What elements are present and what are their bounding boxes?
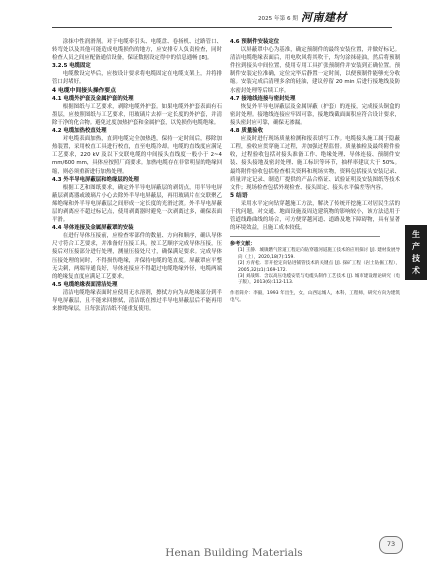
section-heading: 3.2.5 电缆固定 [52, 63, 91, 70]
section-heading: 4.5 电缆绝缘表面清洁处理 [52, 281, 118, 288]
references-heading: 参考文献： [230, 241, 256, 248]
footer-journal-name: Henan Building Materials [165, 547, 303, 559]
reference-item: [2] 方青松．非开挖定向钻进铺管技术的关键点 [J]. 探矿工程（岩土钻掘工程），2005,32(z1):169-172. [238, 261, 400, 273]
section-heading: 4.3 外半导电屏蔽层和绝缘层的处理 [52, 176, 139, 183]
right-column [230, 38, 400, 304]
reference-item: [1] 王静．城镇燃气管道工程定向钻穿越河道施工技术的应用探讨 [J]. 建材发展导向（上），2020,18(7):159. [238, 248, 400, 260]
section-side-tab [405, 225, 427, 280]
chapter-heading: 5 结语 [230, 192, 248, 199]
paragraph: 应及时进行现场质量检测和报表填写工作。电缆接头施工属于隐蔽工程，验收应贯穿施工过程，并加强过程监督。质量抽检及最终附件验收，过程验收包括对接头准备工作、绝缘处理、导体连接、预制件安装、接头接地及密封处理、施工标识等环节，抽样率建议大于 50%。最终附件验收包括检查相关资料和现场实物，资料包括接头安装记录、质量评定记录、制造厂提供的产品合格证、试验证明及安装图纸等技术文件；现场检查包括外观检查、接头固定、接头水平偏差等内容。 [230, 136, 400, 191]
references-divider [230, 236, 380, 237]
section-heading: 4.7 接地线连接与密封处理 [230, 95, 296, 102]
paragraph: 在进行导体压接前，应检查零部件的数量、方向和顺序，确认导体尺寸符合工艺要求，并准备好压接工具。按工艺顺序完成导体压接，压接后对压接部分进行处理，测量压接处尺寸，确保满足要求。完成导体压接处理的同时，不得损伤绝缘，并保持电缆的笔直度。屏蔽罩应平整无尖刺，两端导通良好，导体连接应不得超过电缆绝缘外径，电缆两端的绝缘复直度应满足工艺要求。 [52, 233, 222, 280]
journal-title: 河南建材 [301, 11, 347, 24]
side-label-char: 生 [412, 230, 420, 239]
chapter-heading: 4 电缆中间接头操作要点 [52, 87, 117, 94]
section-heading: 4.4 导体连接及金属屏蔽罩的安装 [52, 225, 134, 232]
paragraph: 对电缆表面加热，直到电缆完全加热透，保持一定时间后，移除加热装置，采用校直工具进行校直，直至电缆冷却。电缆的直线度应满足工艺要求，220 kV 及以下交联电缆的中间接头直线度一般小于 2~4 mm/600 mm，具体应按照厂商要求。加热电缆存在非常明显的绝缘回缩，则必须重新进行加热处理。 [52, 136, 222, 175]
paragraph: 涂抹中性润滑剂。对于电缆牵引头、电缆盘、卷扬机、过路管口、转弯处以及其他可能造成电缆损伤的地方，应安排专人负责检查，同时检查人员之间应配备通信设备，保证数据设定得中的信息通畅 [8]。 [52, 39, 222, 62]
section-heading: 4.8 质量验收 [230, 128, 263, 135]
header-rule [52, 27, 392, 28]
paragraph: 以屏蔽罩中心为基准，确定预制件的最终安装位置，并做好标记。清洁电缆绝缘表面后，用电吹风将其吹干，均匀涂抹硅油，然后将预制件拉到接头中间位置，使用专用工具扩张预制件并安装到正确位置。预制件安装定位准确，定位完毕后静置一定时间，以便预制件能够充分收缩。安装完成后清理多余的硅油，建议停留 20 min 后进行接地线及防水密封处理等后续工序。 [230, 47, 400, 94]
left-column [52, 38, 222, 313]
paragraph: 采用水平定向钻穿越施工方法，解决了传统开挖施工对居民生活的干扰问题，对交通、地面设施及周边建筑物的影响较小，该方法适用于管道线路曲线的场合，可方便穿越河道、道路及地下障碍物，具有显著的环境效益，且施工成本较低。 [230, 200, 400, 232]
side-label-char: 技 [412, 254, 420, 263]
side-label-char: 术 [412, 266, 420, 275]
paragraph: 恢复外半导电屏蔽层及金属屏蔽（护套）的连接，完成接头铜盒的密封处理。接地线连接应牢固可靠，接地线截面面积应符合设计要求，接头密封应可靠，确保无渗漏。 [230, 103, 400, 126]
author-bio: 作者简介：李毅，1993 年出生，女，山西运城人，本科，工程师，研究方向为建筑电气。 [230, 290, 400, 303]
section-side-label [405, 229, 427, 277]
reference-item: [3] 刘战辉．含以高压电缆安装与电缆头制作工艺技术 [J]. 城市建设理论研究（电子版），2013(6):112-113. [238, 273, 400, 286]
paragraph: 根据工艺和图纸要求，确定外半导电屏蔽层的剥切点，用半导电屏蔽层剥离器或玻璃片小心去除外半导电屏蔽层，再用玻璃片在交联聚乙烯绝缘和外半导电屏蔽层之间形成一定长度的光滑过渡。外半导电屏蔽层的剥离应不超过标记点，使用剥离器时避免一次剥离过多，确保表面平滑。 [52, 184, 222, 224]
paragraph: 清洁电缆绝缘表面时应使用无水溶剂，擦拭方向为从绝缘部分到半导电屏蔽层，且不能来回擦拭，清洁纸在擦过半导电屏蔽层后不能再用来擦绝缘层，且每张清洁纸不能重复使用。 [52, 289, 222, 313]
page-header [0, 0, 427, 30]
page-number: 73 [386, 540, 396, 548]
section-heading: 4.2 电缆加热校直处理 [52, 128, 107, 135]
page-number-badge [379, 536, 403, 554]
paragraph: 电缆敷设完毕后，应按设计要求将电缆固定在电缆支架上，并将排管口封堵好。 [52, 71, 222, 86]
paragraph: 根据图纸与工艺要求，剥除电缆外护套。如果电缆外护套表面有石墨层，应按照图纸与工艺要求，用玻璃片去掉一定长度的外护套，并清除干净的化合物。避免过度加热护套和金属护套，以免损伤电缆绝缘。 [52, 103, 222, 126]
side-label-char: 产 [412, 242, 420, 251]
issue-label: 2025 年第 6 期 [258, 16, 298, 22]
section-heading: 4.1 电缆外护套及金属护套的处理 [52, 95, 134, 102]
section-heading: 4.6 预制件安装定位 [230, 39, 280, 45]
